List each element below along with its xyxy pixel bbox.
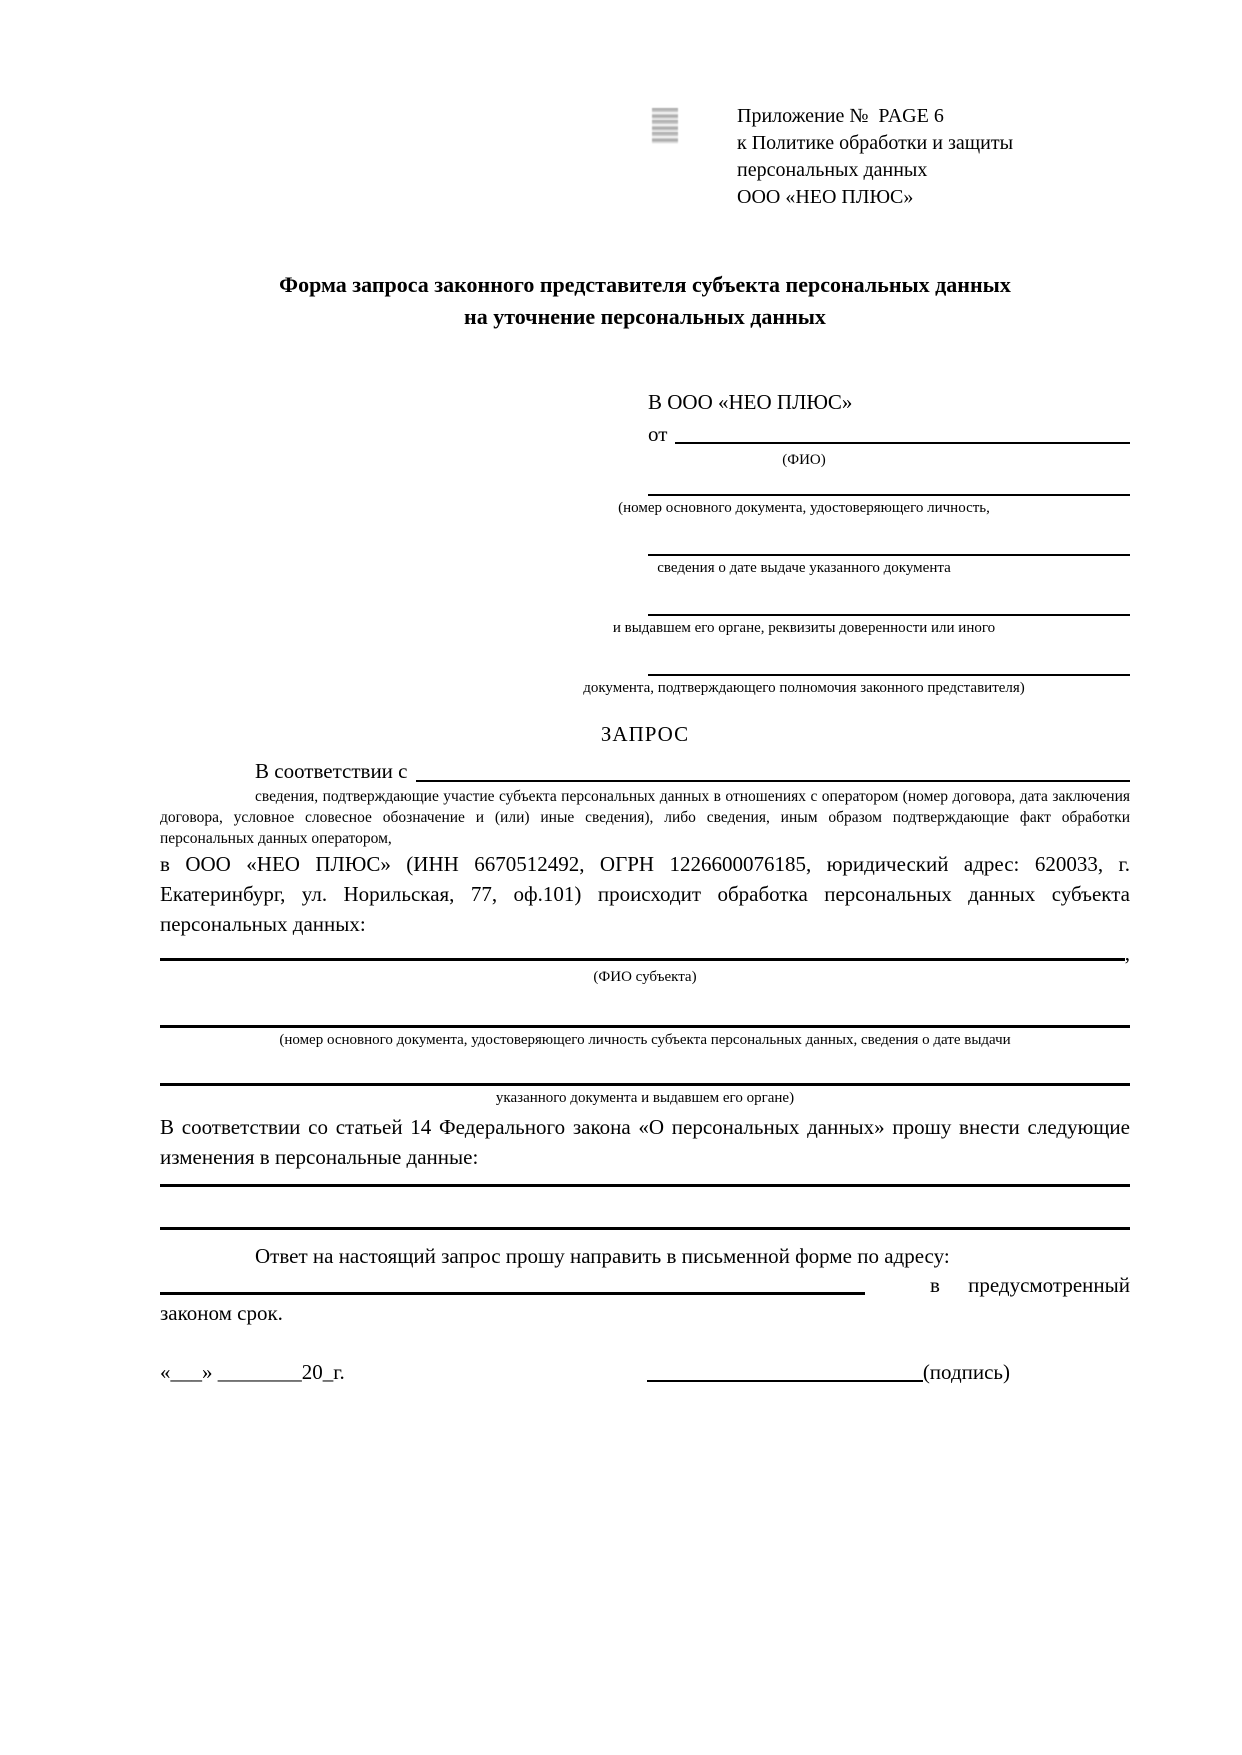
header-appendix-line: Приложение № PAGE 6 bbox=[737, 105, 944, 127]
signature-blank-line bbox=[647, 1380, 923, 1382]
title-line-2: на уточнение персональных данных bbox=[464, 304, 826, 329]
representative-authority-blank-line bbox=[648, 674, 1130, 676]
changes-blank-line-1 bbox=[160, 1184, 1130, 1187]
header-policy-line: к Политике обработки и защиты bbox=[737, 132, 1014, 154]
representative-authority-caption: документа, подтверждающего полномочия законного представителя) bbox=[583, 680, 1025, 696]
subject-document-caption-1: (номер основного документа, удостоверяющего личность субъекта персональных данных, сведения о дате выдачи bbox=[279, 1032, 1011, 1048]
operator-paragraph: в ООО «НЕО ПЛЮС» (ИНН 6670512492, ОГРН 1226600076185, юридический адрес: 620033, г. Екатеринбург, ул. Норильская, 77, оф.101) происходит обработка персональных данных субъекта персональных данных: bbox=[160, 852, 1130, 936]
accordance-row bbox=[160, 757, 1130, 786]
reply-word-term: предусмотренный bbox=[968, 1273, 1130, 1297]
addressee-company: В ООО «НЕО ПЛЮС» bbox=[648, 390, 853, 414]
accordance-blank-line bbox=[416, 780, 1131, 782]
changes-blank-line-2 bbox=[160, 1227, 1130, 1230]
reply-address-sentence: Ответ на настоящий запрос прошу направить в письменной форме по адресу: bbox=[255, 1244, 950, 1268]
reply-address-row bbox=[160, 1271, 1130, 1299]
from-label: от bbox=[648, 422, 668, 446]
issue-date-blank-line bbox=[648, 554, 1130, 556]
subject-fio-row bbox=[160, 941, 1130, 965]
issue-date-caption: сведения о дате выдаче указанного документа bbox=[657, 560, 951, 576]
document-number-blank-line bbox=[648, 494, 1130, 496]
issuing-authority-blank-line bbox=[648, 614, 1130, 616]
document-content bbox=[160, 0, 1130, 1386]
subject-fio-blank-line bbox=[160, 958, 1125, 961]
header-personal-data-line: персональных данных bbox=[737, 159, 928, 181]
document-number-caption: (номер основного документа, удостоверяющего личность, bbox=[618, 500, 990, 516]
subject-document-caption-2: указанного документа и выдавшем его органе) bbox=[495, 1090, 795, 1106]
subject-document-blank-line-2 bbox=[160, 1083, 1130, 1086]
signature-caption: (подпись) bbox=[922, 1360, 1010, 1384]
signature-group bbox=[647, 1358, 1010, 1386]
document-title bbox=[160, 269, 1130, 333]
issuing-authority-caption: и выдавшем его органе, реквизиты доверенности или иного bbox=[612, 620, 996, 636]
title-line-1: Форма запроса законного представителя субъекта персональных данных bbox=[279, 272, 1011, 297]
request-heading: ЗАПРОС bbox=[600, 722, 690, 746]
participation-footnote: сведения, подтверждающие участие субъекта персональных данных в отношениях с оператором (номер договора, дата заключения договора, условное словесное обозначение и (или) иные сведения), либо сведения, иным образом подтверждающие факт обработки персональных данных оператором, bbox=[160, 788, 1130, 847]
reply-deadline-text: законом срок. bbox=[160, 1301, 283, 1325]
reply-word-v: в bbox=[930, 1273, 940, 1297]
fio-caption: (ФИО) bbox=[782, 452, 826, 468]
addressee-block bbox=[583, 389, 1130, 698]
header-company-line: ООО «НЕО ПЛЮС» bbox=[737, 186, 914, 208]
from-name-blank-line bbox=[675, 442, 1130, 444]
subject-document-blank-line bbox=[160, 1025, 1130, 1028]
document-header bbox=[737, 0, 1130, 211]
reply-address-blank-line bbox=[160, 1292, 865, 1295]
signature-row bbox=[160, 1358, 1130, 1386]
subject-fio-caption: (ФИО субъекта) bbox=[593, 969, 697, 985]
date-blank-text: «___» ________20_г. bbox=[160, 1360, 345, 1384]
subject-fio-comma: , bbox=[1124, 941, 1130, 965]
from-row bbox=[648, 421, 1130, 448]
accordance-label: В соответствии с bbox=[255, 759, 408, 783]
law-paragraph: В соответствии со статьей 14 Федерального закона «О персональных данных» прошу внести следующие изменения в персональные данные: bbox=[160, 1115, 1130, 1169]
